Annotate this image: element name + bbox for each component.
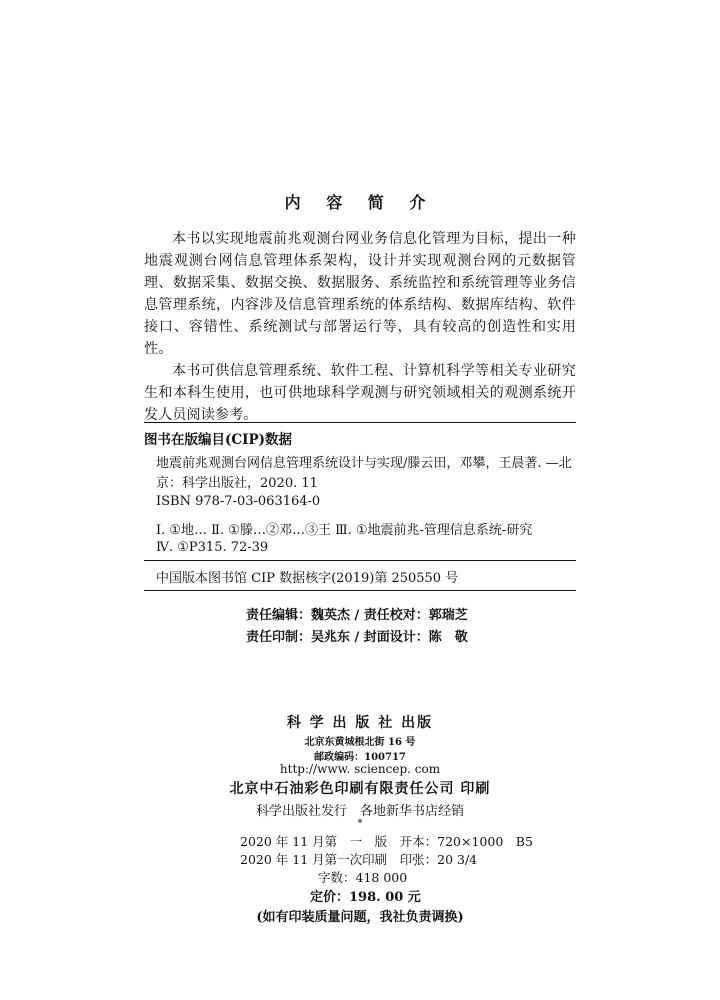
cip-isbn: ISBN 978-7-03-063164-0 [156,494,321,509]
cip-classification-line-1: Ⅰ. ①地… Ⅱ. ①滕…②邓…③王 Ⅲ. ①地震前兆-管理信息系统-研究 [156,523,533,538]
cip-classification-line-2: Ⅳ. ①P315. 72-39 [156,540,269,555]
price: 定价：198. 00 元 [310,890,421,905]
cip-data-number: 中国版本图书馆 CIP 数据核字(2019)第 250550 号 [156,571,459,586]
responsible-production: 责任印制：吴兆东 / 封面设计：陈 敬 [246,630,468,645]
quality-notice: (如有印装质量问题，我社负责调换) [256,910,464,925]
cip-top-rule [144,422,576,423]
printer-name: 北京中石油彩色印刷有限责任公司 印刷 [229,781,491,797]
cip-bibliographic-line-1: 地震前兆观测台网信息管理系统设计与实现/滕云田，邓攀，王晨著. —北 [156,456,572,471]
edition-line: 2020 年 11 月第 一 版 开本：720×1000 B5 [240,834,533,849]
summary-paragraph-1: 本书以实现地震前兆观测台网业务信息化管理为目标，提出一种地震观测台网信息管理体系架构，设计并实现观测台网的元数据管理、数据采集、数据交换、数据服务、系统监控和系统管理等业务信息管理系统，内容涉及信息管理系统的体系结构、数据库结构、软件接口、容错性、系统测试与部署运行等，具有较高的创造性和实用性。 [144,231,576,357]
cip-middle-rule [144,560,576,561]
distribution-info: 科学出版社发行 各地新华书店经销 [255,804,464,819]
word-count: 字数：418 000 [318,870,408,885]
publisher-name: 科 学 出 版 社 出版 [286,715,434,731]
summary-paragraph-2: 本书可供信息管理系统、软件工程、计算机科学等相关专业研究生和本科生使用，也可供地球科学观测与研究领域相关的观测系统开发人员阅读参考。 [144,363,576,423]
publisher-address: 北京东黄城根北街 16 号 [304,737,416,748]
summary-body [144,228,576,426]
separator-star: * [357,818,363,829]
publisher-postcode: 邮政编码：100717 [314,752,406,763]
summary-title: 内 容 简 介 [284,193,436,212]
publisher-url: http://www. sciencep. com [279,762,441,776]
cip-heading: 图书在版编目(CIP)数据 [144,432,292,448]
cip-bibliographic-line-2: 京：科学出版社，2020. 11 [156,476,318,491]
printing-line: 2020 年 11 月第一次印刷 印张：20 3/4 [240,852,478,867]
responsible-editors: 责任编辑：魏英杰 / 责任校对：郭瑞芝 [246,608,468,623]
cip-bottom-rule [144,590,576,591]
